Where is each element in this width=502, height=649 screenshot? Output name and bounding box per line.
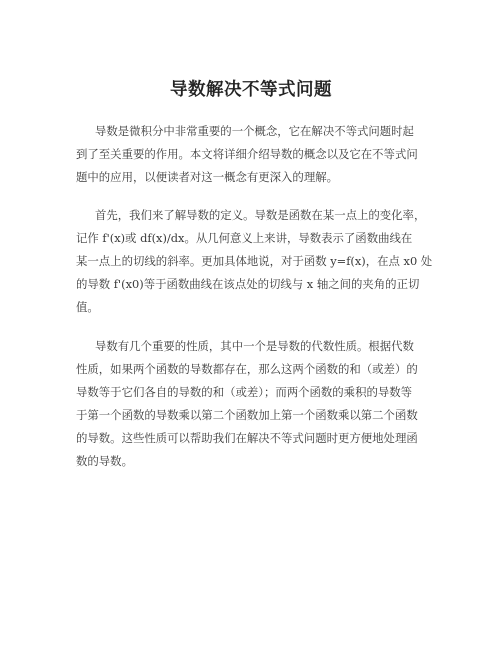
paragraph-line: 的导数 f'(x0)等于函数曲线在该点处的切线与 x 轴之间的夹角的正切 — [76, 277, 420, 291]
paragraph-line: 的导数。这些性质可以帮助我们在解决不等式问题时更方便地处理函 — [76, 431, 418, 445]
paragraph-line: 数的导数。 — [76, 454, 133, 468]
paragraph-line: 某一点上的切线的斜率。更加具体地说，对于函数 y=f(x)，在点 x0 处 — [76, 254, 433, 268]
paragraph-line: 导数有几个重要的性质，其中一个是导数的代数性质。根据代数 — [95, 339, 414, 353]
paragraph-line: 导数等于它们各自的导数的和（或差）；而两个函数的乘积的导数等 — [76, 385, 413, 399]
paragraph-line: 记作 f'(x)或 df(x)/dx。从几何意义上来讲，导数表示了函数曲线在 — [76, 231, 413, 245]
paragraph-line: 值。 — [76, 300, 99, 314]
paragraph-line: 导数是微积分中非常重要的一个概念，它在解决不等式问题时起 — [95, 124, 414, 138]
document-title: 导数解决不等式问题 — [170, 80, 332, 100]
paragraph-line: 性质，如果两个函数的导数都存在，那么这两个函数的和（或差）的 — [76, 362, 418, 376]
paragraph-line: 首先，我们来了解导数的定义。导数是函数在某一点上的变化率， — [95, 208, 426, 222]
paragraph-line: 于第一个函数的导数乘以第二个函数加上第一个函数乘以第二个函数 — [76, 408, 418, 422]
paragraph-line: 题中的应用，以便读者对这一概念有更深入的理解。 — [76, 170, 338, 184]
paragraph-line: 到了至关重要的作用。本文将详细介绍导数的概念以及它在不等式问 — [76, 147, 418, 161]
